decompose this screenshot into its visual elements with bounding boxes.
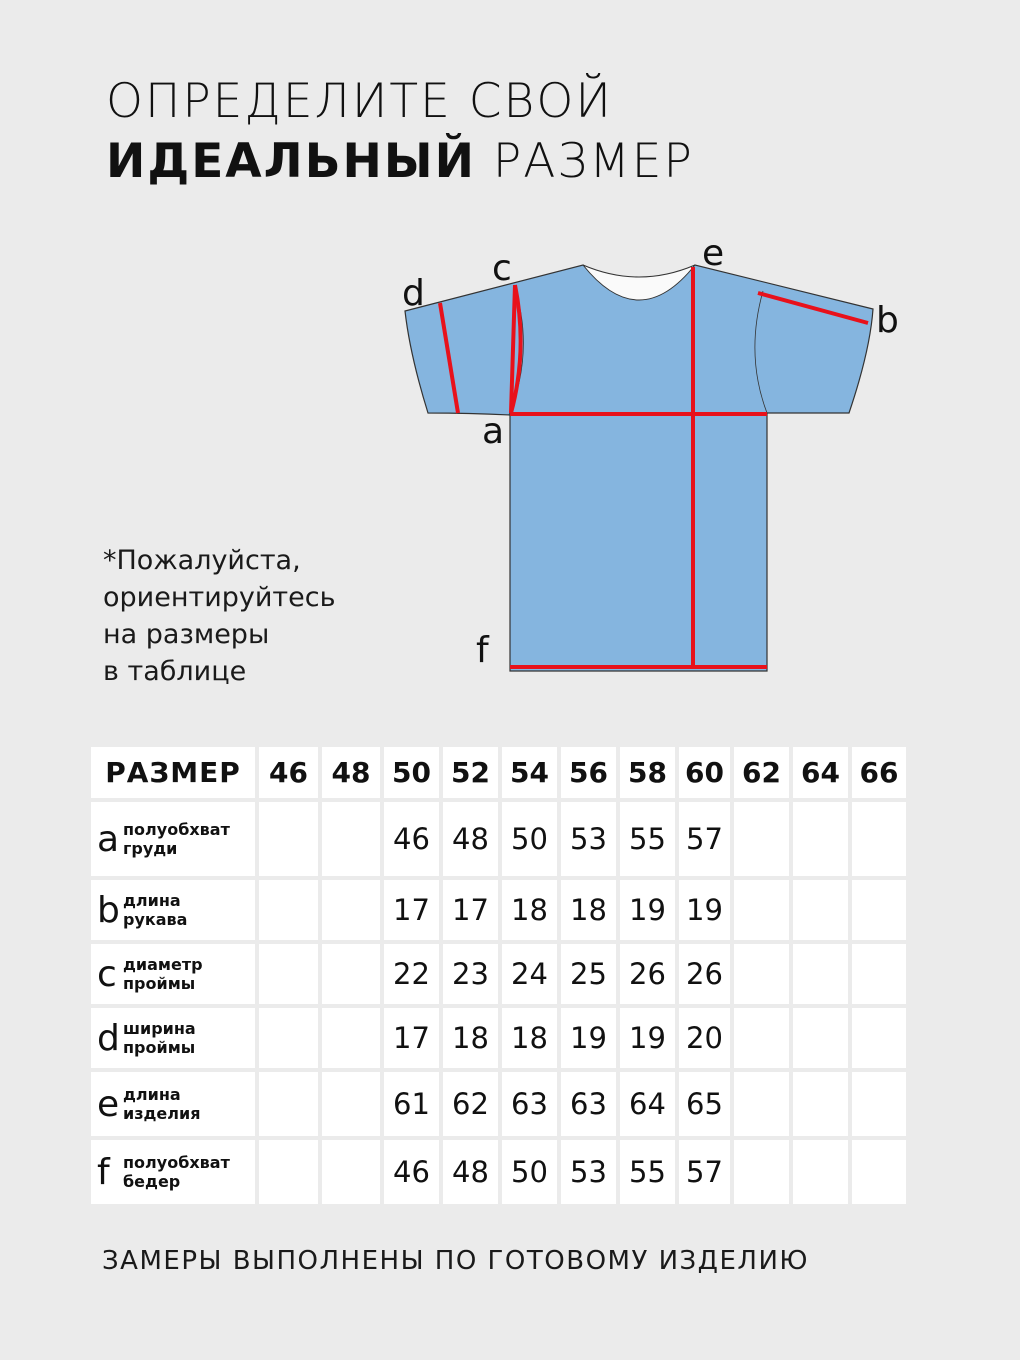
row-description-line: полуобхват xyxy=(123,1153,230,1172)
note-line: на размеры xyxy=(103,619,270,650)
table-cell: 25 xyxy=(561,944,616,1004)
size-header-cell: 60 xyxy=(679,747,730,798)
table-cell xyxy=(322,944,380,1004)
row-description-line: бедер xyxy=(123,1172,181,1191)
tshirt-diagram xyxy=(390,225,930,685)
table-cell: 46 xyxy=(384,802,439,876)
title-line-2 xyxy=(106,132,694,192)
table-cell xyxy=(793,1008,848,1068)
table-cell xyxy=(734,1008,789,1068)
table-cell: 17 xyxy=(443,880,498,940)
row-description-line: проймы xyxy=(123,1038,196,1057)
table-cell: 19 xyxy=(561,1008,616,1068)
row-description-line: рукава xyxy=(123,910,188,929)
row-description xyxy=(123,1153,230,1191)
size-note xyxy=(103,542,336,690)
table-cell xyxy=(793,944,848,1004)
size-header-label: РАЗМЕР xyxy=(91,747,255,798)
table-cell xyxy=(322,802,380,876)
table-cell: 18 xyxy=(502,1008,557,1068)
table-cell xyxy=(852,1008,906,1068)
row-description-line: диаметр xyxy=(123,955,203,974)
table-cell xyxy=(259,880,318,940)
title-line-1: ОПРЕДЕЛИТЕ СВОЙ xyxy=(106,74,613,129)
table-cell xyxy=(793,802,848,876)
row-letter: a xyxy=(97,818,120,860)
row-label xyxy=(91,1140,255,1204)
size-header-cell: 46 xyxy=(259,747,318,798)
table-cell: 63 xyxy=(561,1072,616,1136)
row-letter: c xyxy=(97,953,117,995)
table-cell: 63 xyxy=(502,1072,557,1136)
table-cell: 53 xyxy=(561,802,616,876)
row-description-line: проймы xyxy=(123,974,196,993)
table-cell: 24 xyxy=(502,944,557,1004)
row-description-line: длина xyxy=(123,1085,181,1104)
label-a: a xyxy=(482,411,505,452)
table-cell: 48 xyxy=(443,1140,498,1204)
table-cell: 17 xyxy=(384,1008,439,1068)
table-cell: 61 xyxy=(384,1072,439,1136)
table-cell: 48 xyxy=(443,802,498,876)
table-cell: 18 xyxy=(561,880,616,940)
table-cell: 22 xyxy=(384,944,439,1004)
row-description xyxy=(123,820,230,858)
table-cell: 55 xyxy=(620,802,675,876)
table-cell xyxy=(322,1072,380,1136)
size-header-cell: 66 xyxy=(852,747,906,798)
table-cell xyxy=(734,1140,789,1204)
row-letter: e xyxy=(97,1083,120,1125)
table-cell xyxy=(852,944,906,1004)
row-label xyxy=(91,880,255,940)
table-cell: 26 xyxy=(620,944,675,1004)
table-cell: 18 xyxy=(502,880,557,940)
row-description-line: изделия xyxy=(123,1104,201,1123)
table-cell xyxy=(852,1072,906,1136)
table-cell xyxy=(259,802,318,876)
table-cell: 55 xyxy=(620,1140,675,1204)
row-description xyxy=(123,1085,200,1123)
table-cell: 53 xyxy=(561,1140,616,1204)
row-label xyxy=(91,1008,255,1068)
table-header-row xyxy=(91,747,906,798)
table-cell: 50 xyxy=(502,802,557,876)
table-cell: 26 xyxy=(679,944,730,1004)
table-cell: 64 xyxy=(620,1072,675,1136)
size-header-cell: 64 xyxy=(793,747,848,798)
table-row xyxy=(91,1072,906,1136)
size-header-cell: 50 xyxy=(384,747,439,798)
table-cell xyxy=(322,880,380,940)
label-f: f xyxy=(476,630,489,671)
row-description-line: длина xyxy=(123,891,181,910)
row-label xyxy=(91,1072,255,1136)
label-e: e xyxy=(702,233,725,274)
table-cell xyxy=(259,1140,318,1204)
table-cell xyxy=(259,944,318,1004)
table-cell: 18 xyxy=(443,1008,498,1068)
table-cell: 19 xyxy=(620,880,675,940)
table-cell xyxy=(852,1140,906,1204)
title-bold-word: ИДЕАЛЬНЫЙ xyxy=(106,134,476,189)
table-cell xyxy=(734,1072,789,1136)
table-cell xyxy=(852,802,906,876)
table-cell: 57 xyxy=(679,802,730,876)
row-description xyxy=(123,955,203,993)
table-cell xyxy=(793,1072,848,1136)
size-header-cell: 52 xyxy=(443,747,498,798)
label-d: d xyxy=(402,273,425,314)
row-description-line: полуобхват xyxy=(123,820,230,839)
table-cell: 46 xyxy=(384,1140,439,1204)
title-rest-word: РАЗМЕР xyxy=(492,134,694,189)
row-label xyxy=(91,944,255,1004)
label-b: b xyxy=(876,300,899,341)
table-row xyxy=(91,1140,906,1204)
note-line: в таблице xyxy=(103,656,247,687)
size-header-cell: 48 xyxy=(322,747,380,798)
row-letter: f xyxy=(97,1151,110,1193)
table-cell xyxy=(734,944,789,1004)
table-cell: 23 xyxy=(443,944,498,1004)
note-line: *Пожалуйста, xyxy=(103,545,301,576)
table-row xyxy=(91,802,906,876)
table-cell: 20 xyxy=(679,1008,730,1068)
page-title xyxy=(106,72,694,192)
table-cell xyxy=(734,802,789,876)
table-cell xyxy=(793,1140,848,1204)
note-line: ориентируйтесь xyxy=(103,582,336,613)
size-header-cell: 56 xyxy=(561,747,616,798)
size-table xyxy=(87,743,910,1208)
table-cell: 19 xyxy=(679,880,730,940)
table-cell: 19 xyxy=(620,1008,675,1068)
label-c: c xyxy=(492,248,512,289)
row-description xyxy=(123,891,187,929)
tshirt-shape xyxy=(405,265,873,671)
row-letter: b xyxy=(97,889,120,931)
table-row xyxy=(91,1008,906,1068)
size-header-cell: 58 xyxy=(620,747,675,798)
table-cell xyxy=(259,1008,318,1068)
table-cell xyxy=(793,880,848,940)
row-description-line: ширина xyxy=(123,1019,196,1038)
table-row xyxy=(91,944,906,1004)
table-cell: 57 xyxy=(679,1140,730,1204)
row-label xyxy=(91,802,255,876)
table-cell xyxy=(322,1008,380,1068)
table-cell: 17 xyxy=(384,880,439,940)
table-cell xyxy=(322,1140,380,1204)
table-cell: 50 xyxy=(502,1140,557,1204)
table-cell xyxy=(852,880,906,940)
table-cell: 62 xyxy=(443,1072,498,1136)
row-description xyxy=(123,1019,196,1057)
row-description-line: груди xyxy=(123,839,178,858)
size-header-cell: 62 xyxy=(734,747,789,798)
table-cell xyxy=(734,880,789,940)
size-header-cell: 54 xyxy=(502,747,557,798)
table-cell xyxy=(259,1072,318,1136)
measurement-footnote: ЗАМЕРЫ ВЫПОЛНЕНЫ ПО ГОТОВОМУ ИЗДЕЛИЮ xyxy=(102,1246,809,1276)
table-row xyxy=(91,880,906,940)
row-letter: d xyxy=(97,1017,120,1059)
table-cell: 65 xyxy=(679,1072,730,1136)
